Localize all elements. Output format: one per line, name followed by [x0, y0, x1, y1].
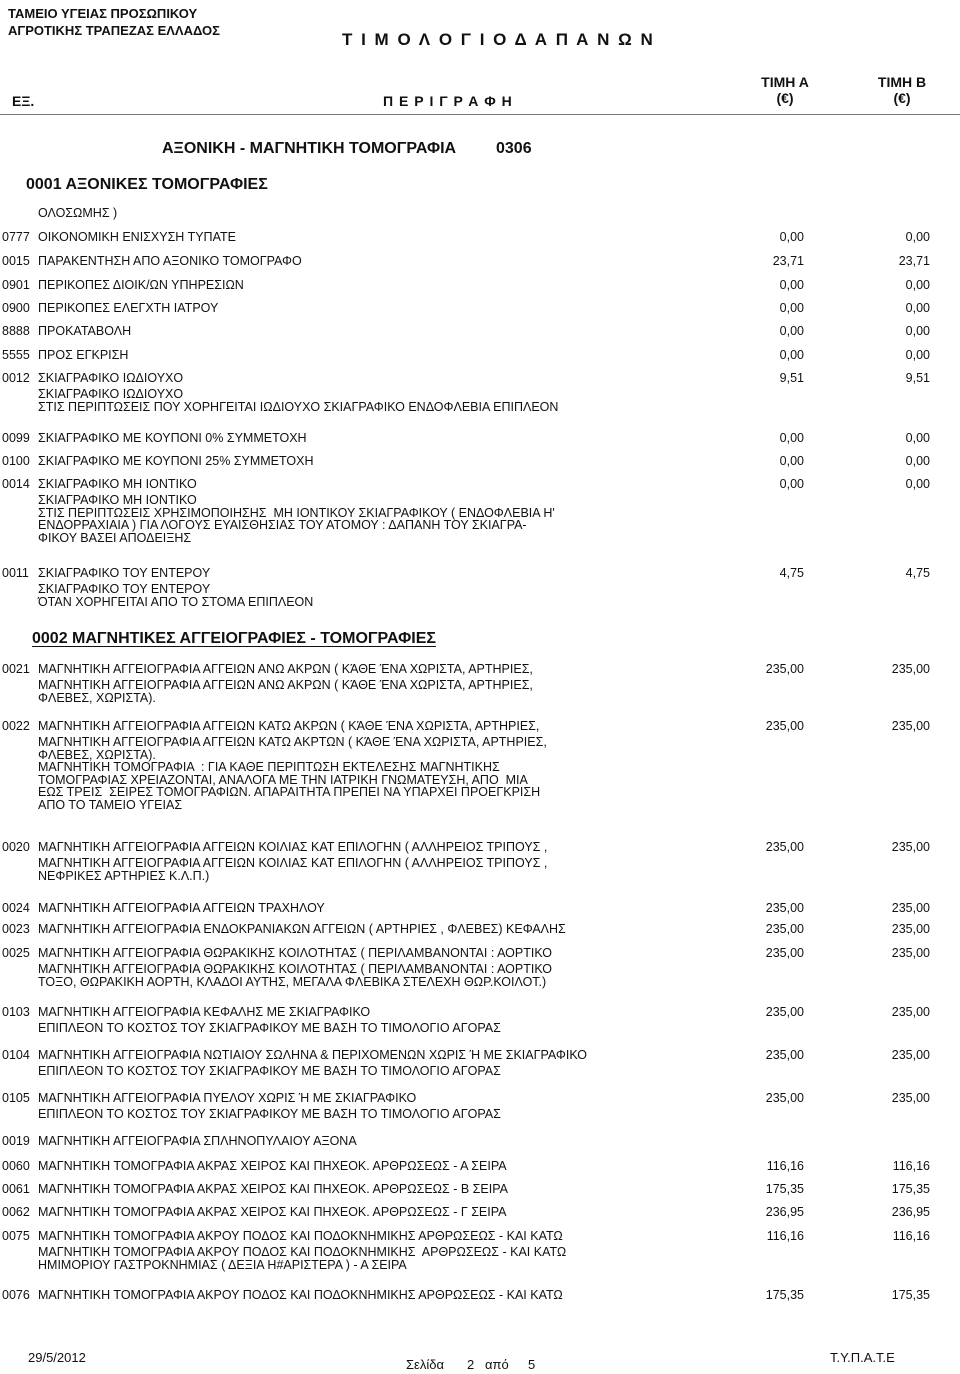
header-divider [0, 114, 960, 115]
item-price-a: 0,00 [779, 348, 804, 362]
item-code: 0019 [2, 1134, 30, 1148]
item-code: 0060 [2, 1159, 30, 1173]
item-price-a: 116,16 [766, 1229, 804, 1243]
item-price-a: 235,00 [765, 1005, 804, 1019]
item-price-a: 235,00 [765, 840, 804, 854]
item-details: ΜΑΓΝΗΤΙΚΗ ΑΓΓΕΙΟΓΡΑΦΙΑ ΘΩΡΑΚΙΚΗΣ ΚΟΙΛΟΤΗΤΑΣ ( ΠΕΡΙΛΑΜΒΑΝΟΝΤΑΙ : ΑΟΡΤΙΚΟ ΤΟΞΟ, ΘΩΡΑΚΙΚΗ ΑΟΡΤΗ, ΚΛΑΔΟΙ ΑΥΤΗΣ, ΜΕΓΑΛΑ ΦΛΕΒΙΚΑ ΣΤΕΛΕΧΗ ΘΩΡ.ΚΟΙΛΟΤ.) [38, 962, 553, 989]
item-code: 0021 [2, 662, 30, 676]
item-price-a: 23,71 [772, 254, 804, 268]
item-price-b: 116,16 [892, 1159, 930, 1173]
item-price-a: 235,00 [765, 946, 804, 960]
item-price-a: 235,00 [765, 922, 804, 936]
item-price-a: 235,00 [765, 719, 804, 733]
item-details: ΕΠΙΠΛΕΟΝ ΤΟ ΚΟΣΤΟΣ ΤΟΥ ΣΚΙΑΓΡΑΦΙΚΟΥ ΜΕ ΒΑΣΗ ΤΟ ΤΙΜΟΛΟΓΙΟ ΑΓΟΡΑΣ [38, 1064, 501, 1078]
item-description: ΜΑΓΝΗΤΙΚΗ ΑΓΓΕΙΟΓΡΑΦΙΑ ΑΓΓΕΙΩΝ ΚΑΤΩ ΑΚΡΩΝ ( ΚΆΘΕ ΈΝΑ ΧΩΡΙΣΤΑ, ΑΡΤΗΡΙΕΣ, [38, 719, 540, 733]
column-header-description: Π Ε Ρ Ι Γ Ρ Α Φ Η [383, 93, 513, 109]
item-price-b: 235,00 [891, 662, 930, 676]
item-details: ΕΠΙΠΛΕΟΝ ΤΟ ΚΟΣΤΟΣ ΤΟΥ ΣΚΙΑΓΡΑΦΙΚΟΥ ΜΕ ΒΑΣΗ ΤΟ ΤΙΜΟΛΟΓΙΟ ΑΓΟΡΑΣ [38, 1021, 501, 1035]
item-code: 5555 [2, 348, 30, 362]
item-price-b: 0,00 [905, 454, 930, 468]
item-price-a: 116,16 [766, 1159, 804, 1173]
section-title: 0002 ΜΑΓΝΗΤΙΚΕΣ ΑΓΓΕΙΟΓΡΑΦΙΕΣ - ΤΟΜΟΓΡΑΦΙΕΣ [32, 630, 436, 647]
item-price-a: 0,00 [779, 324, 804, 338]
item-price-b: 0,00 [905, 431, 930, 445]
item-price-b: 0,00 [905, 477, 930, 491]
item-description: ΣΚΙΑΓΡΑΦΙΚΟ ΤΟΥ ΕΝΤΕΡΟΥ [38, 566, 211, 580]
item-details: ΣΚΙΑΓΡΑΦΙΚΟ ΙΩΔΙΟΥΧΟ ΣΤΙΣ ΠΕΡΙΠΤΩΣΕΙΣ ΠΟΥ ΧΟΡΗΓΕΙΤΑΙ ΙΩΔΙΟΥΧΟ ΣΚΙΑΓΡΑΦΙΚΟ ΕΝΔΟΦΛΕΒΙΑ ΕΠΙΠΛΕΟΝ [38, 387, 559, 414]
item-description: ΠΡΟΣ ΕΓΚΡΙΣΗ [38, 348, 129, 362]
footer-page-number: 2 [467, 1357, 475, 1372]
document-title: Τ Ι Μ Ο Λ Ο Γ Ι Ο Δ Α Π Α Ν Ω Ν [342, 30, 655, 49]
item-price-a: 0,00 [779, 278, 804, 292]
item-description: ΠΕΡΙΚΟΠΕΣ ΔΙΟΙΚ/ΩΝ ΥΠΗΡΕΣΙΩΝ [38, 278, 244, 292]
item-description: ΜΑΓΝΗΤΙΚΗ ΑΓΓΕΙΟΓΡΑΦΙΑ ΑΓΓΕΙΩΝ ΤΡΑΧΗΛΟΥ [38, 901, 325, 915]
section-note: ΟΛΟΣΩΜΗΣ ) [38, 206, 118, 220]
item-price-b: 0,00 [905, 278, 930, 292]
item-description: ΜΑΓΝΗΤΙΚΗ ΑΓΓΕΙΟΓΡΑΦΙΑ ΑΓΓΕΙΩΝ ΑΝΩ ΑΚΡΩΝ ( ΚΆΘΕ ΈΝΑ ΧΩΡΙΣΤΑ, ΑΡΤΗΡΙΕΣ, [38, 662, 533, 676]
item-description: ΜΑΓΝΗΤΙΚΗ ΑΓΓΕΙΟΓΡΑΦΙΑ ΠΥΕΛΟΥ ΧΩΡΙΣ Ή ΜΕ ΣΚΙΑΓΡΑΦΙΚΟ [38, 1091, 417, 1105]
item-description: ΠΡΟΚΑΤΑΒΟΛΗ [38, 324, 132, 338]
column-header-price-a [745, 74, 825, 106]
item-description: ΠΑΡΑΚΕΝΤΗΣΗ ΑΠΟ ΑΞΟΝΙΚΟ ΤΟΜΟΓΡΑΦΟ [38, 254, 302, 268]
item-price-b: 175,35 [891, 1182, 930, 1196]
item-price-b: 4,75 [905, 566, 930, 580]
item-description: ΣΚΙΑΓΡΑΦΙΚΟ ΜΕ ΚΟΥΠΟΝΙ 25% ΣΥΜΜΕΤΟΧΗ [38, 454, 314, 468]
item-price-b: 0,00 [905, 301, 930, 315]
item-code: 0022 [2, 719, 30, 733]
item-description: ΠΕΡΙΚΟΠΕΣ ΕΛΕΓΧΤΗ ΙΑΤΡΟΥ [38, 301, 219, 315]
price-b-unit: (€) [893, 90, 911, 106]
item-price-b: 0,00 [905, 230, 930, 244]
footer-page-total: 5 [528, 1357, 536, 1372]
item-code: 0011 [2, 566, 29, 580]
item-price-a: 235,00 [765, 1091, 804, 1105]
item-code: 0104 [2, 1048, 30, 1062]
item-price-b: 23,71 [898, 254, 930, 268]
column-header-code: ΕΞ. [12, 93, 35, 109]
price-a-label: ΤΙΜΗ Α [761, 74, 809, 90]
item-price-b: 175,35 [891, 1288, 930, 1302]
item-price-a: 0,00 [779, 431, 804, 445]
item-code: 0062 [2, 1205, 30, 1219]
footer-page-label: Σελίδα [406, 1357, 444, 1372]
item-description: ΟΙΚΟΝΟΜΙΚΗ ΕΝΙΣΧΥΣΗ ΤΥΠΑΤΕ [38, 230, 236, 244]
item-description: ΜΑΓΝΗΤΙΚΗ ΤΟΜΟΓΡΑΦΙΑ ΑΚΡΑΣ ΧΕΙΡΟΣ ΚΑΙ ΠΗΧΕΟΚ. ΑΡΘΡΩΣΕΩΣ - Β ΣΕΙΡΑ [38, 1182, 508, 1196]
item-description: ΜΑΓΝΗΤΙΚΗ ΑΓΓΕΙΟΓΡΑΦΙΑ ΘΩΡΑΚΙΚΗΣ ΚΟΙΛΟΤΗΤΑΣ ( ΠΕΡΙΛΑΜΒΑΝΟΝΤΑΙ : ΑΟΡΤΙΚΟ [38, 946, 553, 960]
item-description: ΜΑΓΝΗΤΙΚΗ ΑΓΓΕΙΟΓΡΑΦΙΑ ΣΠΛΗΝΟΠΥΛΑΙΟΥ ΑΞΟΝΑ [38, 1134, 357, 1148]
item-price-b: 236,95 [891, 1205, 930, 1219]
item-code: 0076 [2, 1288, 30, 1302]
item-code: 0025 [2, 946, 30, 960]
item-details: ΕΠΙΠΛΕΟΝ ΤΟ ΚΟΣΤΟΣ ΤΟΥ ΣΚΙΑΓΡΑΦΙΚΟΥ ΜΕ ΒΑΣΗ ΤΟ ΤΙΜΟΛΟΓΙΟ ΑΓΟΡΑΣ [38, 1107, 501, 1121]
item-details: ΜΑΓΝΗΤΙΚΗ ΑΓΓΕΙΟΓΡΑΦΙΑ ΑΓΓΕΙΩΝ ΚΑΤΩ ΑΚΡΤΩΝ ( ΚΆΘΕ ΈΝΑ ΧΩΡΙΣΤΑ, ΑΡΤΗΡΙΕΣ, ΦΛΕΒΕΣ, ΧΩΡΙΣΤΑ). ΜΑΓΝΗΤΙΚΗ ΤΟΜΟΓΡΑΦΙΑ : ΓΙΑ ΚΑΘΕ ΠΕΡΙΠΤΩΣΗ ΕΚΤΕΛΕΣΗΣ ΜΑΓΝΗΤΙΚΗΣ ΤΟΜΟΓΡΑΦΙΑΣ ΧΡΕΙΑΖΟΝΤΑΙ, ΑΝΑΛΟΓΑ ΜΕ ΤΗΝ ΙΑΤΡΙΚΗ ΓΝΩΜΑΤΕΥΣΗ, ΑΠΟ ΜΙΑ ΕΩΣ ΤΡΕΙΣ ΣΕΙΡΕΣ ΤΟΜΟΓΡΑΦΙΩΝ. ΑΠΑΡΑΙΤΗΤΑ ΠΡΕΠΕΙ ΝΑ ΥΠΑΡΧΕΙ ΠΡΟΕΓΚΡΙΣΗ ΑΠΟ ΤΟ ΤΑΜΕΙΟ ΥΓΕΙΑΣ [38, 735, 547, 812]
item-price-b: 235,00 [891, 719, 930, 733]
item-details: ΜΑΓΝΗΤΙΚΗ ΑΓΓΕΙΟΓΡΑΦΙΑ ΑΓΓΕΙΩΝ ΑΝΩ ΑΚΡΩΝ ( ΚΆΘΕ ΈΝΑ ΧΩΡΙΣΤΑ, ΑΡΤΗΡΙΕΣ, ΦΛΕΒΕΣ, ΧΩΡΙΣΤΑ). [38, 678, 533, 705]
item-code: 0024 [2, 901, 30, 915]
item-price-a: 0,00 [779, 301, 804, 315]
item-price-a: 9,51 [779, 371, 804, 385]
price-b-label: ΤΙΜΗ Β [877, 74, 927, 90]
footer-org-abbr: Τ.Υ.Π.Α.Τ.Ε [830, 1350, 895, 1365]
item-description: ΣΚΙΑΓΡΑΦΙΚΟ ΜΕ ΚΟΥΠΟΝΙ 0% ΣΥΜΜΕΤΟΧΗ [38, 431, 307, 445]
item-code: 0061 [2, 1182, 30, 1196]
item-price-b: 235,00 [891, 922, 930, 936]
price-a-unit: (€) [776, 90, 794, 106]
item-code: 0103 [2, 1005, 30, 1019]
item-description: ΜΑΓΝΗΤΙΚΗ ΤΟΜΟΓΡΑΦΙΑ ΑΚΡΑΣ ΧΕΙΡΟΣ ΚΑΙ ΠΗΧΕΟΚ. ΑΡΘΡΩΣΕΩΣ - Α ΣΕΙΡΑ [38, 1159, 507, 1173]
item-code: 0012 [2, 371, 30, 385]
item-code: 0020 [2, 840, 30, 854]
item-description: ΣΚΙΑΓΡΑΦΙΚΟ ΜΗ ΙΟΝΤΙΚΟ [38, 477, 197, 491]
item-details: ΣΚΙΑΓΡΑΦΙΚΟ ΜΗ ΙΟΝΤΙΚΟ ΣΤΙΣ ΠΕΡΙΠΤΩΣΕΙΣ ΧΡΗΣΙΜΟΠΟΙΗΣΗΣ ΜΗ ΙΟΝΤΙΚΟΥ ΣΚΙΑΓΡΑΦΙΚΟΥ ( ΕΝΔΟΦΛΕΒΙΑ Η' ΕΝΔΟΡΡΑΧΙΑΙΑ ) ΓΙΑ ΛΟΓΟΥΣ ΕΥΑΙΣΘΗΣΙΑΣ ΤΟΥ ΑΤΟΜΟΥ : ΔΑΠΑΝΗ ΤΟΥ ΣΚΙΑΓΡΑ- ΦΙΚΟΥ ΒΑΣΕΙ ΑΠΟΔΕΙΞΗΣ [38, 493, 555, 545]
item-price-a: 175,35 [765, 1288, 804, 1302]
item-price-b: 0,00 [905, 348, 930, 362]
item-code: 0075 [2, 1229, 30, 1243]
footer-date: 29/5/2012 [28, 1350, 86, 1365]
footer-of-label: από [485, 1357, 509, 1372]
item-details: ΣΚΙΑΓΡΑΦΙΚΟ ΤΟΥ ΕΝΤΕΡΟΥ ΌΤΑΝ ΧΟΡΗΓΕΙΤΑΙ ΑΠΟ ΤΟ ΣΤΟΜΑ ΕΠΙΠΛΕΟΝ [38, 582, 314, 609]
item-price-a: 0,00 [779, 230, 804, 244]
item-price-a: 235,00 [765, 1048, 804, 1062]
section-title: 0001 ΑΞΟΝΙΚΕΣ ΤΟΜΟΓΡΑΦΙΕΣ [26, 176, 268, 193]
item-description: ΜΑΓΝΗΤΙΚΗ ΑΓΓΕΙΟΓΡΑΦΙΑ ΝΩΤΙΑΙΟΥ ΣΩΛΗΝΑ & ΠΕΡΙΧΟΜΕΝΩΝ ΧΩΡΙΣ Ή ΜΕ ΣΚΙΑΓΡΑΦΙΚΟ [38, 1048, 588, 1062]
item-price-a: 0,00 [779, 477, 804, 491]
item-price-a: 235,00 [765, 662, 804, 676]
item-code: 0105 [2, 1091, 30, 1105]
item-price-b: 235,00 [891, 946, 930, 960]
item-code: 0014 [2, 477, 30, 491]
item-price-b: 116,16 [892, 1229, 930, 1243]
item-price-a: 236,95 [765, 1205, 804, 1219]
item-details: ΜΑΓΝΗΤΙΚΗ ΤΟΜΟΓΡΑΦΙΑ ΑΚΡΟΥ ΠΟΔΟΣ ΚΑΙ ΠΟΔΟΚΝΗΜΙΚΗΣ ΑΡΘΡΩΣΕΩΣ - ΚΑΙ ΚΑΤΩ ΗΜΙΜΟΡΙΟΥ ΓΑΣΤΡΟΚΝΗΜΙΑΣ ( ΔΕΞΙΑ Η#ΑΡΙΣΤΕΡΑ ) - Α ΣΕΙΡΑ [38, 1245, 567, 1272]
item-description: ΜΑΓΝΗΤΙΚΗ ΑΓΓΕΙΟΓΡΑΦΙΑ ΑΓΓΕΙΩΝ ΚΟΙΛΙΑΣ ΚΑΤ ΕΠΙΛΟΓΗΝ ( ΑΛΛΗΡΕΙΟΣ ΤΡΙΠΟΥΣ , [38, 840, 548, 854]
item-details: ΜΑΓΝΗΤΙΚΗ ΑΓΓΕΙΟΓΡΑΦΙΑ ΑΓΓΕΙΩΝ ΚΟΙΛΙΑΣ ΚΑΤ ΕΠΙΛΟΓΗΝ ( ΑΛΛΗΡΕΙΟΣ ΤΡΙΠΟΥΣ , ΝΕΦΡΙΚΕΣ ΑΡΤΗΡΙΕΣ Κ.Λ.Π.) [38, 856, 548, 883]
item-price-a: 4,75 [779, 566, 804, 580]
item-code: 0777 [2, 230, 30, 244]
item-price-b: 235,00 [891, 1048, 930, 1062]
item-price-a: 0,00 [779, 454, 804, 468]
category-code: 0306 [496, 140, 532, 157]
item-code: 0100 [2, 454, 30, 468]
item-price-b: 9,51 [905, 371, 930, 385]
item-price-b: 235,00 [891, 840, 930, 854]
item-description: ΜΑΓΝΗΤΙΚΗ ΤΟΜΟΓΡΑΦΙΑ ΑΚΡΑΣ ΧΕΙΡΟΣ ΚΑΙ ΠΗΧΕΟΚ. ΑΡΘΡΩΣΕΩΣ - Γ ΣΕΙΡΑ [38, 1205, 507, 1219]
item-code: 8888 [2, 324, 30, 338]
item-description: ΜΑΓΝΗΤΙΚΗ ΤΟΜΟΓΡΑΦΙΑ ΑΚΡΟΥ ΠΟΔΟΣ ΚΑΙ ΠΟΔΟΚΝΗΜΙΚΗΣ ΑΡΘΡΩΣΕΩΣ - ΚΑΙ ΚΑΤΩ [38, 1288, 563, 1302]
item-price-a: 175,35 [765, 1182, 804, 1196]
item-code: 0900 [2, 301, 30, 315]
item-price-b: 235,00 [891, 1005, 930, 1019]
category-name: ΑΞΟΝΙΚΗ - ΜΑΓΝΗΤΙΚΗ ΤΟΜΟΓΡΑΦΙΑ [162, 140, 457, 157]
item-code: 0015 [2, 254, 30, 268]
item-code: 0099 [2, 431, 30, 445]
item-description: ΜΑΓΝΗΤΙΚΗ ΑΓΓΕΙΟΓΡΑΦΙΑ ΕΝΔΟΚΡΑΝΙΑΚΩΝ ΑΓΓΕΙΩΝ ( ΑΡΤΗΡΙΕΣ , ΦΛΕΒΕΣ) ΚΕΦΑΛΗΣ [38, 922, 566, 936]
item-description: ΜΑΓΝΗΤΙΚΗ ΑΓΓΕΙΟΓΡΑΦΙΑ ΚΕΦΑΛΗΣ ΜΕ ΣΚΙΑΓΡΑΦΙΚΟ [38, 1005, 371, 1019]
item-description: ΣΚΙΑΓΡΑΦΙΚΟ ΙΩΔΙΟΥΧΟ [38, 371, 184, 385]
organization-name-line2: ΑΓΡΟΤΙΚΗΣ ΤΡΑΠΕΖΑΣ ΕΛΛΑΔΟΣ [8, 23, 220, 38]
column-header-price-b [862, 74, 942, 106]
item-price-b: 0,00 [905, 324, 930, 338]
item-description: ΜΑΓΝΗΤΙΚΗ ΤΟΜΟΓΡΑΦΙΑ ΑΚΡΟΥ ΠΟΔΟΣ ΚΑΙ ΠΟΔΟΚΝΗΜΙΚΗΣ ΑΡΘΡΩΣΕΩΣ - ΚΑΙ ΚΑΤΩ [38, 1229, 563, 1243]
item-price-a: 235,00 [765, 901, 804, 915]
item-code: 0901 [2, 278, 30, 292]
item-price-b: 235,00 [891, 1091, 930, 1105]
organization-name-line1: ΤΑΜΕΙΟ ΥΓΕΙΑΣ ΠΡΟΣΩΠΙΚΟΥ [8, 6, 198, 21]
item-price-b: 235,00 [891, 901, 930, 915]
item-code: 0023 [2, 922, 30, 936]
